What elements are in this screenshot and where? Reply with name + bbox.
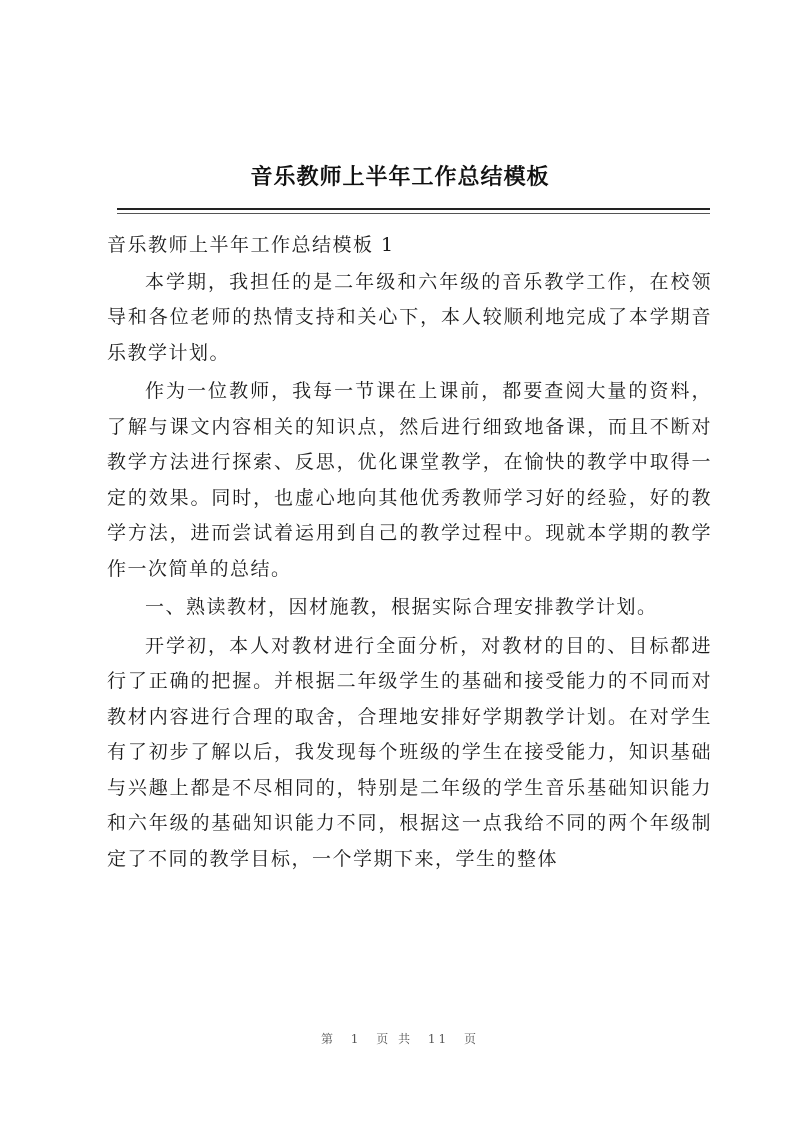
section-heading: 音乐教师上半年工作总结模板 1 (107, 234, 395, 256)
page-footer (0, 1030, 800, 1047)
paragraph-2: 作为一位教师，我每一节课在上课前，都要查阅大量的资料，了解与课文内容相关的知识点，然后进行细致地备课，而且不断对教学方法进行探索、反思，优化课堂教学，在愉快的教学中取得一定的效果。同时，也虚心地向其他优秀教师学习好的经验，好的教学方法，进而尝试着运用到自己的教学过程中。现就本学期的教学作一次简单的总结。 (107, 380, 712, 580)
paragraph-4: 开学初，本人对教材进行全面分析，对教材的目的、目标都进行了正确的把握。并根据二年级学生的基础和接受能力的不同而对教材内容进行合理的取舍，合理地安排好学期教学计划。在对学生有了初步了解以后，我发现每个班级的学生在接受能力，知识基础与兴趣上都是不尽相同的，特别是二年级的学生音乐基础知识能力和六年级的基础知识能力不同，根据这一点我给不同的两个年级制定了不同的教学目标，一个学期下来，学生的整体 (107, 634, 712, 870)
title-divider-thin (117, 213, 710, 214)
title-divider-thick (117, 208, 710, 210)
footer-label-pages: 页 (464, 1032, 480, 1046)
footer-label-page: 第 (320, 1032, 336, 1046)
paragraph-1: 本学期，我担任的是二年级和六年级的音乐教学工作，在校领导和各位老师的热情支持和关心下，本人较顺利地完成了本学期音乐教学计划。 (107, 270, 712, 364)
footer-current-page: 1 (350, 1032, 362, 1046)
footer-total-pages: 11 (427, 1032, 450, 1046)
footer-label-of: 页 共 (376, 1032, 414, 1046)
document-body (107, 228, 712, 880)
document-title: 音乐教师上半年工作总结模板 (250, 164, 550, 190)
paragraph-3: 一、熟读教材，因材施教，根据实际合理安排教学计划。 (145, 596, 658, 618)
